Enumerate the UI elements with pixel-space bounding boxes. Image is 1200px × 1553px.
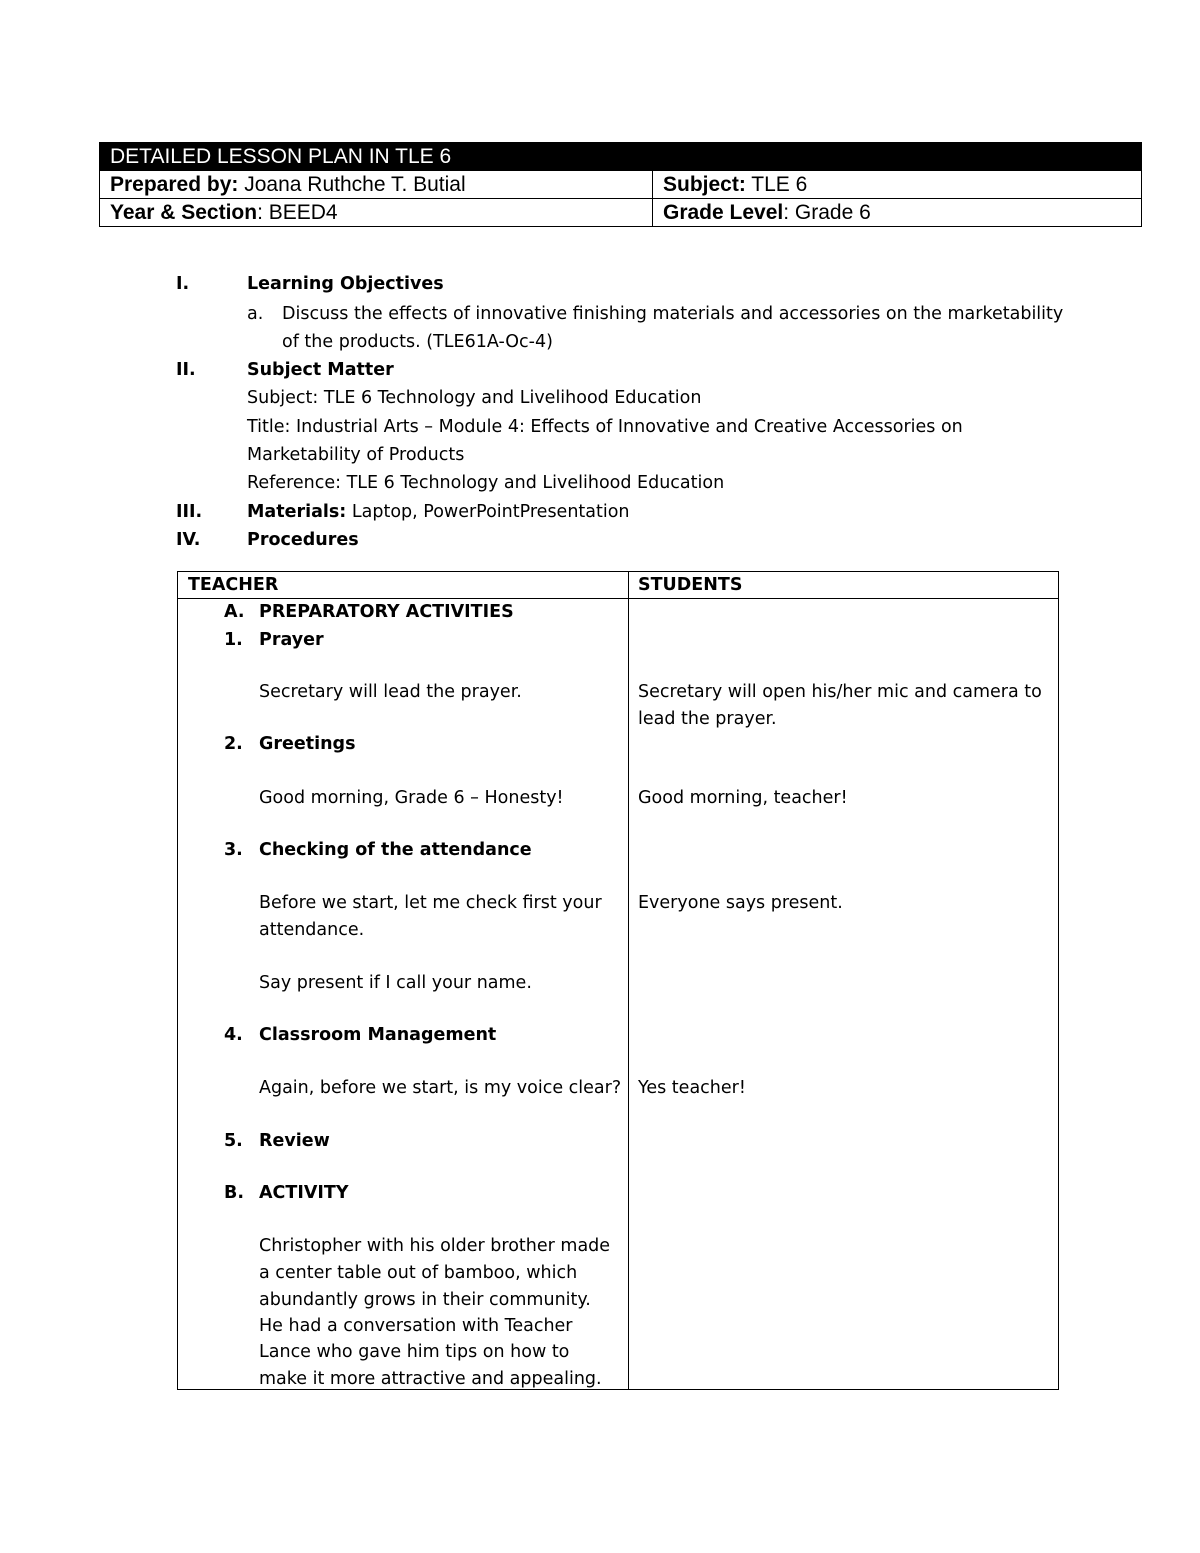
section-number: II.	[176, 360, 196, 380]
activity-text: Christopher with his older brother made	[259, 1236, 611, 1256]
activity-text: Lance who gave him tips on how to	[259, 1342, 570, 1362]
prepared-by-label: Prepared by:	[110, 173, 239, 196]
materials-value: Laptop, PowerPointPresentation	[346, 502, 630, 522]
student-text: Yes teacher!	[638, 1078, 746, 1098]
student-text: Secretary will open his/her mic and camera to	[638, 682, 1042, 702]
step-title: Greetings	[259, 734, 356, 754]
objective-text: Discuss the effects of innovative finishing materials and accessories on the marketability	[282, 304, 1064, 324]
step-number: 3.	[224, 840, 243, 860]
section-title: Subject Matter	[247, 360, 394, 380]
document-title: DETAILED LESSON PLAN IN TLE 6	[100, 143, 1142, 171]
student-text: Everyone says present.	[638, 893, 843, 913]
teacher-text: Before we start, let me check first your	[259, 893, 602, 913]
year-section-cell	[100, 199, 653, 227]
grade-level-label: Grade Level	[663, 201, 784, 224]
reference-text: Reference: TLE 6 Technology and Livelihood Education	[247, 473, 725, 493]
header-table	[99, 142, 1142, 227]
activity-text: a center table out of bamboo, which	[259, 1263, 578, 1283]
subject-value: TLE 6	[745, 173, 808, 196]
objective-text: of the products. (TLE61A-Oc-4)	[282, 332, 553, 352]
subject-cell	[653, 171, 1142, 199]
activity-text: abundantly grows in their community.	[259, 1290, 591, 1310]
grade-level-cell	[653, 199, 1142, 227]
title-text: Title: Industrial Arts – Module 4: Effects of Innovative and Creative Accessories on	[247, 417, 963, 437]
section-title: Procedures	[247, 530, 359, 550]
section-number: IV.	[176, 530, 201, 550]
step-number: 2.	[224, 734, 243, 754]
step-letter: A.	[224, 602, 245, 622]
grade-level-value: : Grade 6	[783, 201, 871, 224]
section-number: III.	[176, 502, 203, 522]
teacher-text: attendance.	[259, 920, 365, 940]
step-title: Review	[259, 1131, 330, 1151]
materials-text	[247, 498, 630, 526]
step-number: 5.	[224, 1131, 243, 1151]
step-number: 1.	[224, 630, 243, 650]
section-number: I.	[176, 274, 190, 294]
title-text: Marketability of Products	[247, 445, 465, 465]
materials-label: Materials:	[247, 502, 347, 522]
procedures-table	[177, 571, 1059, 1390]
prepared-by-value: Joana Ruthche T. Butial	[238, 173, 466, 196]
step-title: PREPARATORY ACTIVITIES	[259, 602, 514, 622]
activity-text: make it more attractive and appealing.	[259, 1369, 602, 1389]
step-letter: B.	[224, 1183, 244, 1203]
objective-letter: a.	[247, 304, 264, 324]
step-title: Classroom Management	[259, 1025, 497, 1045]
students-column-header: STUDENTS	[638, 575, 743, 595]
student-text: lead the prayer.	[638, 709, 777, 729]
teacher-text: Again, before we start, is my voice clear?	[259, 1078, 622, 1098]
year-section-label: Year & Section	[110, 201, 258, 224]
teacher-text: Say present if I call your name.	[259, 973, 532, 993]
student-text: Good morning, teacher!	[638, 788, 848, 808]
step-title: ACTIVITY	[259, 1183, 349, 1203]
column-divider	[628, 572, 629, 1389]
section-title: Learning Objectives	[247, 274, 444, 294]
subject-label: Subject:	[663, 173, 746, 196]
year-section-value: : BEED4	[257, 201, 338, 224]
prepared-by-cell	[100, 171, 653, 199]
step-title: Checking of the attendance	[259, 840, 532, 860]
subject-text: Subject: TLE 6 Technology and Livelihood Education	[247, 388, 702, 408]
step-title: Prayer	[259, 630, 324, 650]
teacher-text: Secretary will lead the prayer.	[259, 682, 522, 702]
activity-text: He had a conversation with Teacher	[259, 1316, 573, 1336]
teacher-text: Good morning, Grade 6 – Honesty!	[259, 788, 564, 808]
step-number: 4.	[224, 1025, 243, 1045]
teacher-column-header: TEACHER	[188, 575, 279, 595]
